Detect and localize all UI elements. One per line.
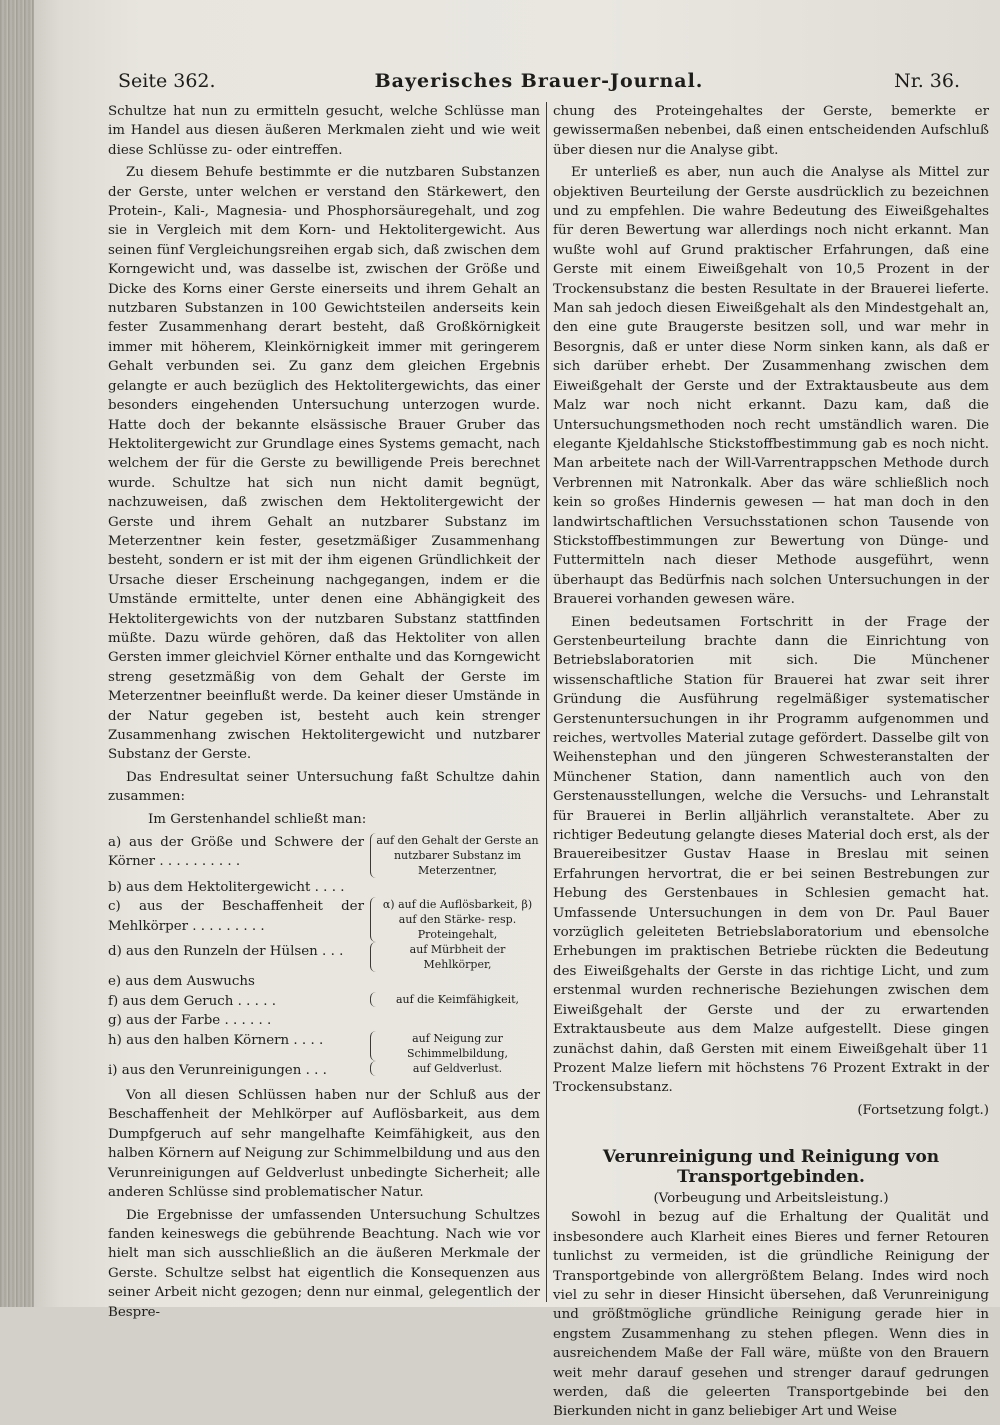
article-subtitle: (Vorbeugung und Arbeitsleistung.): [653, 1190, 889, 1206]
paragraph: Sowohl in bezug auf die Erhaltung der Qualität und insbesondere auch Klarheit eines Bieres und ferner Retouren tunlichst zu vermeiden, ist die gründliche Reinigung der Transportgebinde von allergrößtem Belang. Indes wird noch viel zu sehr in dieser Hinsicht übersehen, daß Verunreinigung und größtmögliche gründliche Reinigung gerade hier in engstem Zusammenhang zu stehen pflegen. Wenn dies in ausreichendem Maße der Fall wäre, müßte von den Brauern weit mehr darauf gesehen und strenger darauf gedrungen werden, daß die geleerten Transportgebinde bei den Bierkunden nicht in ganz beliebiger Art und Weise: [553, 1210, 989, 1420]
left-column: [108, 102, 540, 1325]
list-item: h) aus den halben Körnern . . . . auf Neigung zur Schimmelbildung,: [108, 1031, 540, 1061]
list-item: c) aus der Beschaffenheit der Mehlkörper . . . . . . . . . α) auf die Auflösbarkeit, β) auf den Stärke- resp. Proteingehalt,: [108, 897, 540, 942]
page-number: Seite 362.: [118, 70, 216, 92]
paragraph: Die Ergebnisse der umfassenden Untersuchung Schultzes fanden keineswegs die gebührende Beachtung. Nach wie vor hielt man sich ausschließlich an die äußeren Merkmale der Gerste. Schultze selbst hat eigentlich die Konsequenzen aus seiner Arbeit nicht gezogen; denn nur einmal, gelegentlich der Bespre-: [108, 1207, 540, 1320]
paragraph: chung des Proteingehaltes der Gerste, bemerkte er gewissermaßen nebenbei, daß einen entscheidenden Aufschluß über diesen nur die Analyse gibt.: [553, 104, 989, 158]
list-item: e) aus dem Auswuchs: [108, 974, 255, 990]
book-spine: [0, 0, 34, 1307]
issue-number: Nr. 36.: [894, 70, 960, 92]
list-item: f) aus dem Geruch . . . . . auf die Keimfähigkeit,: [108, 992, 540, 1011]
journal-title: Bayerisches Brauer-Journal.: [374, 70, 704, 92]
paragraph: Er unterließ es aber, nun auch die Analyse als Mittel zur objektiven Beurteilung der Gerste ausdrücklich zu bezeichnen und zu empfehlen. Die wahre Bedeutung des Eiweißgehaltes für deren Bewertung war allerdings noch nicht erkannt. Man wußte wohl auf Grund praktischer Erfahrungen, daß eine Gerste mit einem Eiweißgehalt von 10,5 Prozent in der Trockensubstanz die besten Resultate in der Brauerei lieferte. Man sah jedoch diesen Eiweißgehalt als den Mindestgehalt an, den eine gute Braugerste besitzen soll, und war mehr in Besorgnis, daß er unter diese Norm sinken kann, als daß er sich darüber erhebt. Der Zusammenhang zwischen dem Eiweißgehalt der Gerste und der Extraktausbeute aus dem Malz war noch nicht erkannt. Dazu kam, daß die Untersuchungsmethoden noch recht umständlich waren. Die elegante Kjeldahlsche Stickstoffbestimmung gab es noch nicht. Man arbeitete nach der Will-Varrentrappschen Methode durch Verbrennen mit Natronkalk. Aber das wäre schließlich noch kein so großes Hindernis gewesen — hat man doch in den landwirtschaftlichen Versuchsstationen schon Tausende von Stickstoffbestimmungen zur Bewertung von Dünge- und Futtermitteln nach dieser Methode ausgeführt, wenn überhaupt das Bedürfnis nach solchen Untersuchungen in der Brauerei vorhanden gewesen wäre.: [553, 165, 989, 608]
paragraph: Das Endresultat seiner Untersuchung faßt Schultze dahin zusammen:: [108, 769, 540, 805]
list-item: d) aus den Runzeln der Hülsen . . . auf Mürbheit der Mehlkörper,: [108, 942, 540, 972]
list-intro: Im Gerstenhandel schließt man:: [148, 811, 367, 827]
article-title: Verunreinigung und Reinigung von Transportgebinden.: [602, 1147, 940, 1187]
column-rule: [546, 102, 547, 1302]
paragraph: Von all diesen Schlüssen haben nur der Schluß aus der Beschaffenheit der Mehlkörper auf Auflösbarkeit, aus dem Dumpfgeruch auf sehr mangelhafte Keimfähigkeit, aus den halben Körnern auf Neigung zur Schimmelbildung und aus den Verunreinigungen auf Geldverlust unbedingte Sicherheit; alle anderen Schlüsse sind problematischer Natur.: [108, 1088, 540, 1201]
right-column: [553, 102, 989, 1425]
paragraph: Zu diesem Behufe bestimmte er die nutzbaren Substanzen der Gerste, unter welchen er verstand den Stärkewert, den Protein-, Kali-, Magnesia- und Phosphorsäuregehalt, und zog sie in Vergleich mit dem Korn- und Hektolitergewicht. Aus seinen fünf Vergleichungsreihen ergab sich, daß zwischen dem Korngewicht und, was dasselbe ist, zwischen der Größe und Dicke des Korns einer Gerste einerseits und ihrem Gehalt an nutzbaren Substanzen in 100 Gewichtsteilen anderseits kein fester Zusammenhang derart besteht, daß Großkörnigkeit immer mit höherem, Kleinkörnigkeit immer mit geringerem Gehalt verbunden sei. Zu ganz dem gleichen Ergebnis gelangte er auch bezüglich des Hektolitergewichts, das einer besonders eingehenden Untersuchung unterzogen wurde. Hatte doch der bekannte elsässische Brauer Gruber das Hektolitergewicht zur Grundlage eines Systems gemacht, nach welchem der für die Gerste zu bewilligende Preis berechnet wurde. Schultze hat sich nun nicht damit begnügt, nachzuweisen, daß zwischen dem Hektolitergewicht der Gerste und ihrem Gehalt an nutzbarer Substanz im Meterzentner kein fester, gesetzmäßiger Zusammenhang besteht, sondern er ist mit der ihm eigenen Gründlichkeit der Ursache dieser Erscheinung nachgegangen, indem er die Umstände ermittelte, unter denen eine Abhängigkeit des Hektolitergewichts von der nutzbaren Substanz stattfinden müßte. Dazu würde gehören, daß das Hektoliter von allen Gersten immer gleichviel Körner enthalte und das Korngewicht streng gesetzmäßig von dem Gehalt der Gerste im Meterzentner beeinflußt werde. Da keiner dieser Umstände in der Natur gegeben ist, besteht auch kein strenger Zusammenhang zwischen Hektolitergewicht und nutzbarer Substanz der Gerste.: [108, 165, 540, 763]
page-header: [118, 66, 960, 96]
list-item: b) aus dem Hektolitergewicht . . . .: [108, 880, 345, 896]
paragraph: Einen bedeutsamen Fortschritt in der Frage der Gerstenbeurteilung brachte dann die Einrichtung von Betriebslaboratorien mit sich. Die Münchener wissenschaftliche Station für Brauerei hat zwar seit ihrer Gründung die Ausführung regelmäßiger systematischer Gerstenuntersuchungen in ihr Programm aufgenommen und reiches, wertvolles Material zutage gefördert. Dasselbe gilt von Weihenstephan und den jüngeren Schwesteranstalten der Münchener Station, dann namentlich auch von den Gerstenausstellungen, welche die Versuchs- und Lehranstalt für Brauerei in Berlin alljährlich veranstaltete. Aber zu richtiger Bedeutung gelangte dieses Material doch erst, als der Brauereibesitzer Gustav Haase in Breslau mit seinen Erfahrungen hervortrat, die er bei seinen Bestrebungen zur Hebung des Gerstenbaues in Schlesien gemacht hat. Umfassende Untersuchungen in dem von Dr. Paul Bauer vorzüglich geleiteten Betriebslaboratorium und ebensolche Erhebungen im praktischen Betriebe rückten die Bedeutung des Eiweißgehalts der Gerste in das richtige Licht, und zum erstenmal wurden rechnerische Beziehungen zwischen dem Eiweißgehalt der Gerste und der zu erwartenden Extraktausbeute aus dem Malze aufgestellt. Diese gingen zunächst dahin, daß Gersten mit einem Eiweißgehalt über 11 Prozent Malze liefern mit höchstens 76 Prozent Extrakt in der Trockensubstanz.: [553, 614, 989, 1096]
list-item: i) aus den Verunreinigungen . . . auf Geldverlust.: [108, 1061, 540, 1080]
conclusion-list: [108, 833, 540, 1080]
paragraph: Schultze hat nun zu ermitteln gesucht, welche Schlüsse man im Handel aus diesen äußeren Merkmalen zieht und wie weit diese Schlüsse zu- oder eintreffen.: [108, 104, 540, 158]
list-item: a) aus der Größe und Schwere der Körner . . . . . . . . . . auf den Gehalt der Gerste an nutzbarer Substanz im Meterzentner,: [108, 834, 539, 878]
list-item: g) aus der Farbe . . . . . .: [108, 1013, 272, 1029]
continuation-note: (Fortsetzung folgt.): [857, 1102, 989, 1118]
